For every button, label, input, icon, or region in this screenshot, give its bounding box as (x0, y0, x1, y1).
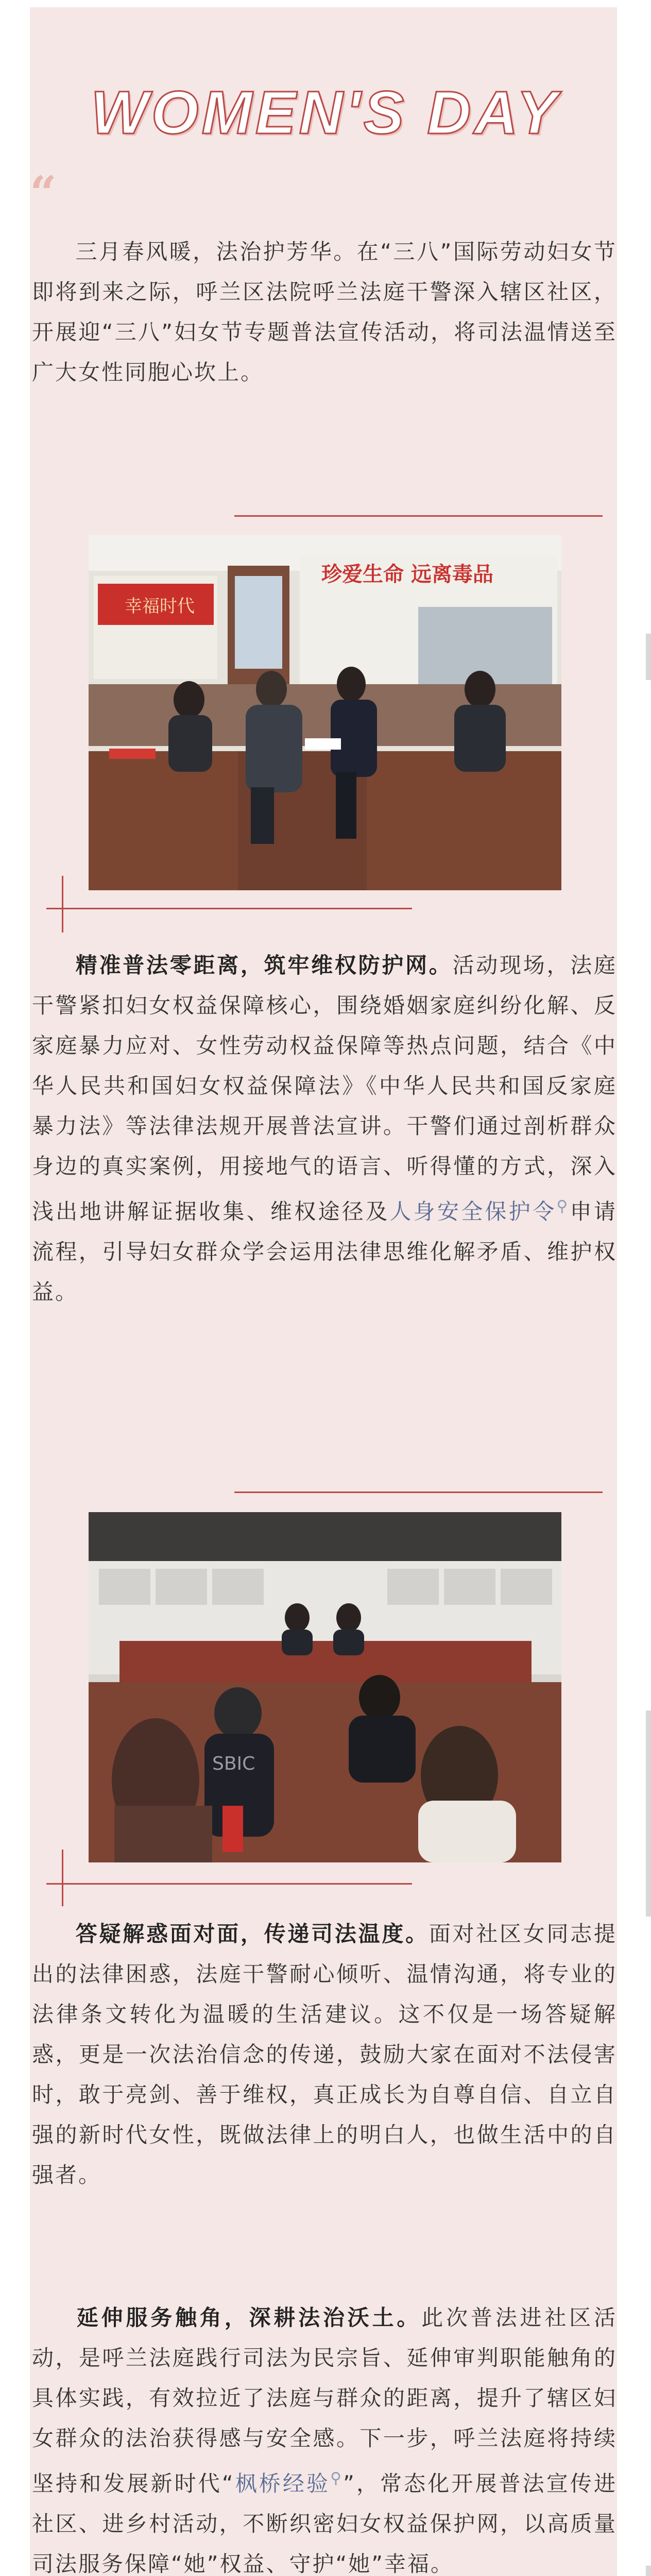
intro-paragraph (32, 232, 617, 393)
section-2-body: 面对社区女同志提出的法律困惑，法庭干警耐心倾听、温情沟通，将专业的法律条文转化为温暖的生活建议。这不仅是一场答疑解惑，更是一次法治信念的传递，鼓励大家在面对不法侵害时，敢于亮剑、善于维权，真正成长为自尊自信、自立自强的新时代女性，既做法律上的明白人，也做生活中的自强者。 (32, 1921, 617, 2188)
photo-1-image (89, 535, 561, 890)
photo-1-banner: 珍爱生命 远离毒品 (321, 563, 493, 586)
section-1-body: 活动现场，法庭干警紧扣妇女权益保障核心，围绕婚姻家庭纠纷化解、反家庭暴力应对、女性劳动权益保障等热点问题，结合《中华人民共和国妇女权益保障法》《中华人民共和国反家庭暴力法》等法律法规开展普法宣讲。干警们通过剖析群众身边的真实案例，用接地气的语言、听得懂的方式，深入浅出地讲解证据收集、维权途径及 (32, 953, 617, 1224)
section-3-paragraph (32, 2298, 617, 2576)
decorative-line (62, 1850, 63, 1906)
section-1-body-end: 申请流程，引导妇女群众学会运用法律思维化解矛盾、维护权益。 (32, 1199, 617, 1304)
quote-icon: “ (30, 166, 57, 221)
svg-text:SBIC: SBIC (212, 1753, 255, 1774)
decorative-line (234, 515, 603, 517)
decorative-line (234, 1492, 603, 1493)
photo-2-image (89, 1512, 561, 1862)
scrollbar-segment[interactable] (646, 634, 651, 680)
section-3-heading: 延伸服务触角，深耕法治沃土。 (75, 2305, 422, 2330)
section-1-paragraph (32, 945, 617, 1312)
event-photo-2 (89, 1512, 561, 1862)
link-fengqiao-experience[interactable]: 枫桥经验 (234, 2471, 331, 2496)
event-photo-1 (89, 535, 561, 890)
section-3-body-end: ”，常态化开展普法宣传进社区、进乡村活动，不断织密妇女权益保护网，以高质量司法服务保障“她”权益、守护“她”幸福。 (32, 2471, 617, 2576)
section-2-heading: 答疑解惑面对面，传递司法温度。 (75, 1921, 429, 1946)
svg-text:幸福时代: 幸福时代 (125, 596, 195, 617)
decorative-line (46, 1883, 412, 1885)
decorative-line (62, 876, 63, 933)
section-3-body: 此次普法进社区活动，是呼兰法庭践行司法为民宗旨、延伸审判职能触角的具体实践，有效拉近了法庭与群众的距离，提升了辖区妇女群众的法治获得感与安全感。下一步，呼兰法庭将持续坚持和发展新时代“ (32, 2305, 617, 2496)
section-1-heading: 精准普法零距离，筑牢维权防护网。 (75, 953, 453, 978)
scrollbar-segment[interactable] (646, 1710, 651, 1917)
page-title: WOMEN'S DAY (91, 79, 560, 147)
scrollbar-segment[interactable] (646, 2566, 651, 2576)
search-icon[interactable]: ⚲ (330, 2469, 344, 2487)
decorative-line (46, 908, 412, 909)
intro-text: 三月春风暖，法治护芳华。在“三八”国际劳动妇女节即将到来之际，呼兰区法院呼兰法庭干警深入辖区社区，开展迎“三八”妇女节专题普法宣传活动，将司法温情送至广大女性同胞心坎上。 (32, 239, 617, 385)
link-protection-order[interactable]: 人身安全保护令 (389, 1199, 557, 1224)
search-icon[interactable]: ⚲ (556, 1197, 570, 1215)
section-2-paragraph (32, 1914, 617, 2195)
